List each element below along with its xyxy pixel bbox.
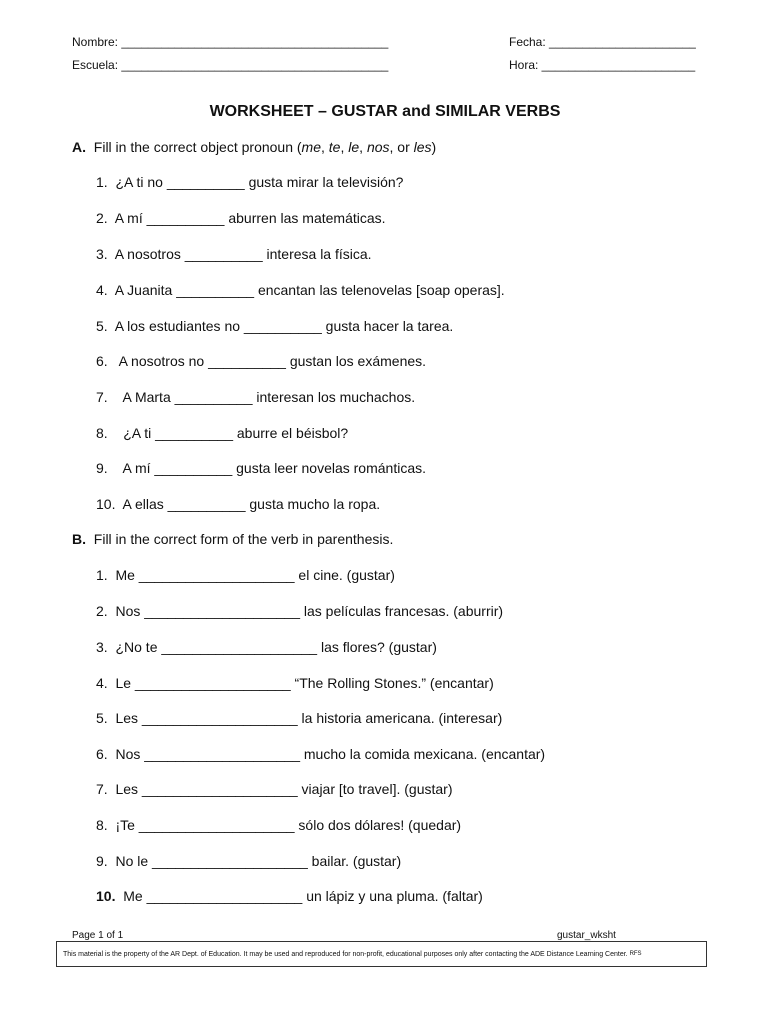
nombre-field: Nombre: ________________________________________ <box>72 35 389 49</box>
section-a-letter: A. <box>72 139 86 155</box>
section-a-instruction: Fill in the correct object pronoun (me, te, le, nos, or les) <box>93 139 437 155</box>
list-item: 7. Les ____________________ viajar [to travel]. (gustar) <box>96 781 453 797</box>
list-item: 6. Nos ____________________ mucho la comida mexicana. (encantar) <box>96 746 546 762</box>
list-item: 5. A los estudiantes no __________ gusta hacer la tarea. <box>96 318 454 334</box>
list-item: 4. Le ____________________ “The Rolling Stones.” (encantar) <box>96 675 494 691</box>
author-initials: RFS <box>629 951 642 957</box>
copyright-notice: This material is the property of the AR Dept. of Education. It may be used and reproduced for non-profit, educational purposes only after contacting the ADE Distance Learning Center. RFS <box>56 941 707 967</box>
list-item: 10. Me ____________________ un lápiz y una pluma. (faltar) <box>96 888 483 904</box>
section-a-heading <box>72 139 436 155</box>
list-item: 9. No le ____________________ bailar. (gustar) <box>96 853 402 869</box>
list-item: 8. ¡Te ____________________ sólo dos dólares! (quedar) <box>96 817 462 833</box>
list-item: 8. ¿A ti __________ aburre el béisbol? <box>96 425 349 441</box>
list-item: 4. A Juanita __________ encantan las telenovelas [soap operas]. <box>96 282 505 298</box>
list-item: 3. ¿No te ____________________ las flores? (gustar) <box>96 639 437 655</box>
list-item: 2. Nos ____________________ las películas francesas. (aburrir) <box>96 603 504 619</box>
list-item: 5. Les ____________________ la historia americana. (interesar) <box>96 710 503 726</box>
escuela-field: Escuela: ________________________________________ <box>72 58 389 72</box>
fecha-field: Fecha: ______________________ <box>509 35 696 49</box>
hora-field: Hora: _______________________ <box>509 58 696 72</box>
section-b-instruction: Fill in the correct form of the verb in parenthesis. <box>93 531 394 547</box>
worksheet-title: WORKSHEET – GUSTAR and SIMILAR VERBS <box>209 103 561 120</box>
list-item: 6. A nosotros no __________ gustan los exámenes. <box>96 353 427 369</box>
list-item: 9. A mí __________ gusta leer novelas románticas. <box>96 460 427 476</box>
file-name: gustar_wksht <box>557 930 616 941</box>
section-b-letter: B. <box>72 531 86 547</box>
list-item: 2. A mí __________ aburren las matemáticas. <box>96 210 386 226</box>
section-b-heading <box>72 531 393 547</box>
list-item: 3. A nosotros __________ interesa la física. <box>96 246 372 262</box>
page-number: Page 1 of 1 <box>72 930 124 941</box>
list-item: 10. A ellas __________ gusta mucho la ropa. <box>96 496 381 512</box>
list-item: 7. A Marta __________ interesan los muchachos. <box>96 389 416 405</box>
list-item: 1. Me ____________________ el cine. (gustar) <box>96 567 395 583</box>
list-item: 1. ¿A ti no __________ gusta mirar la televisión? <box>96 174 404 190</box>
